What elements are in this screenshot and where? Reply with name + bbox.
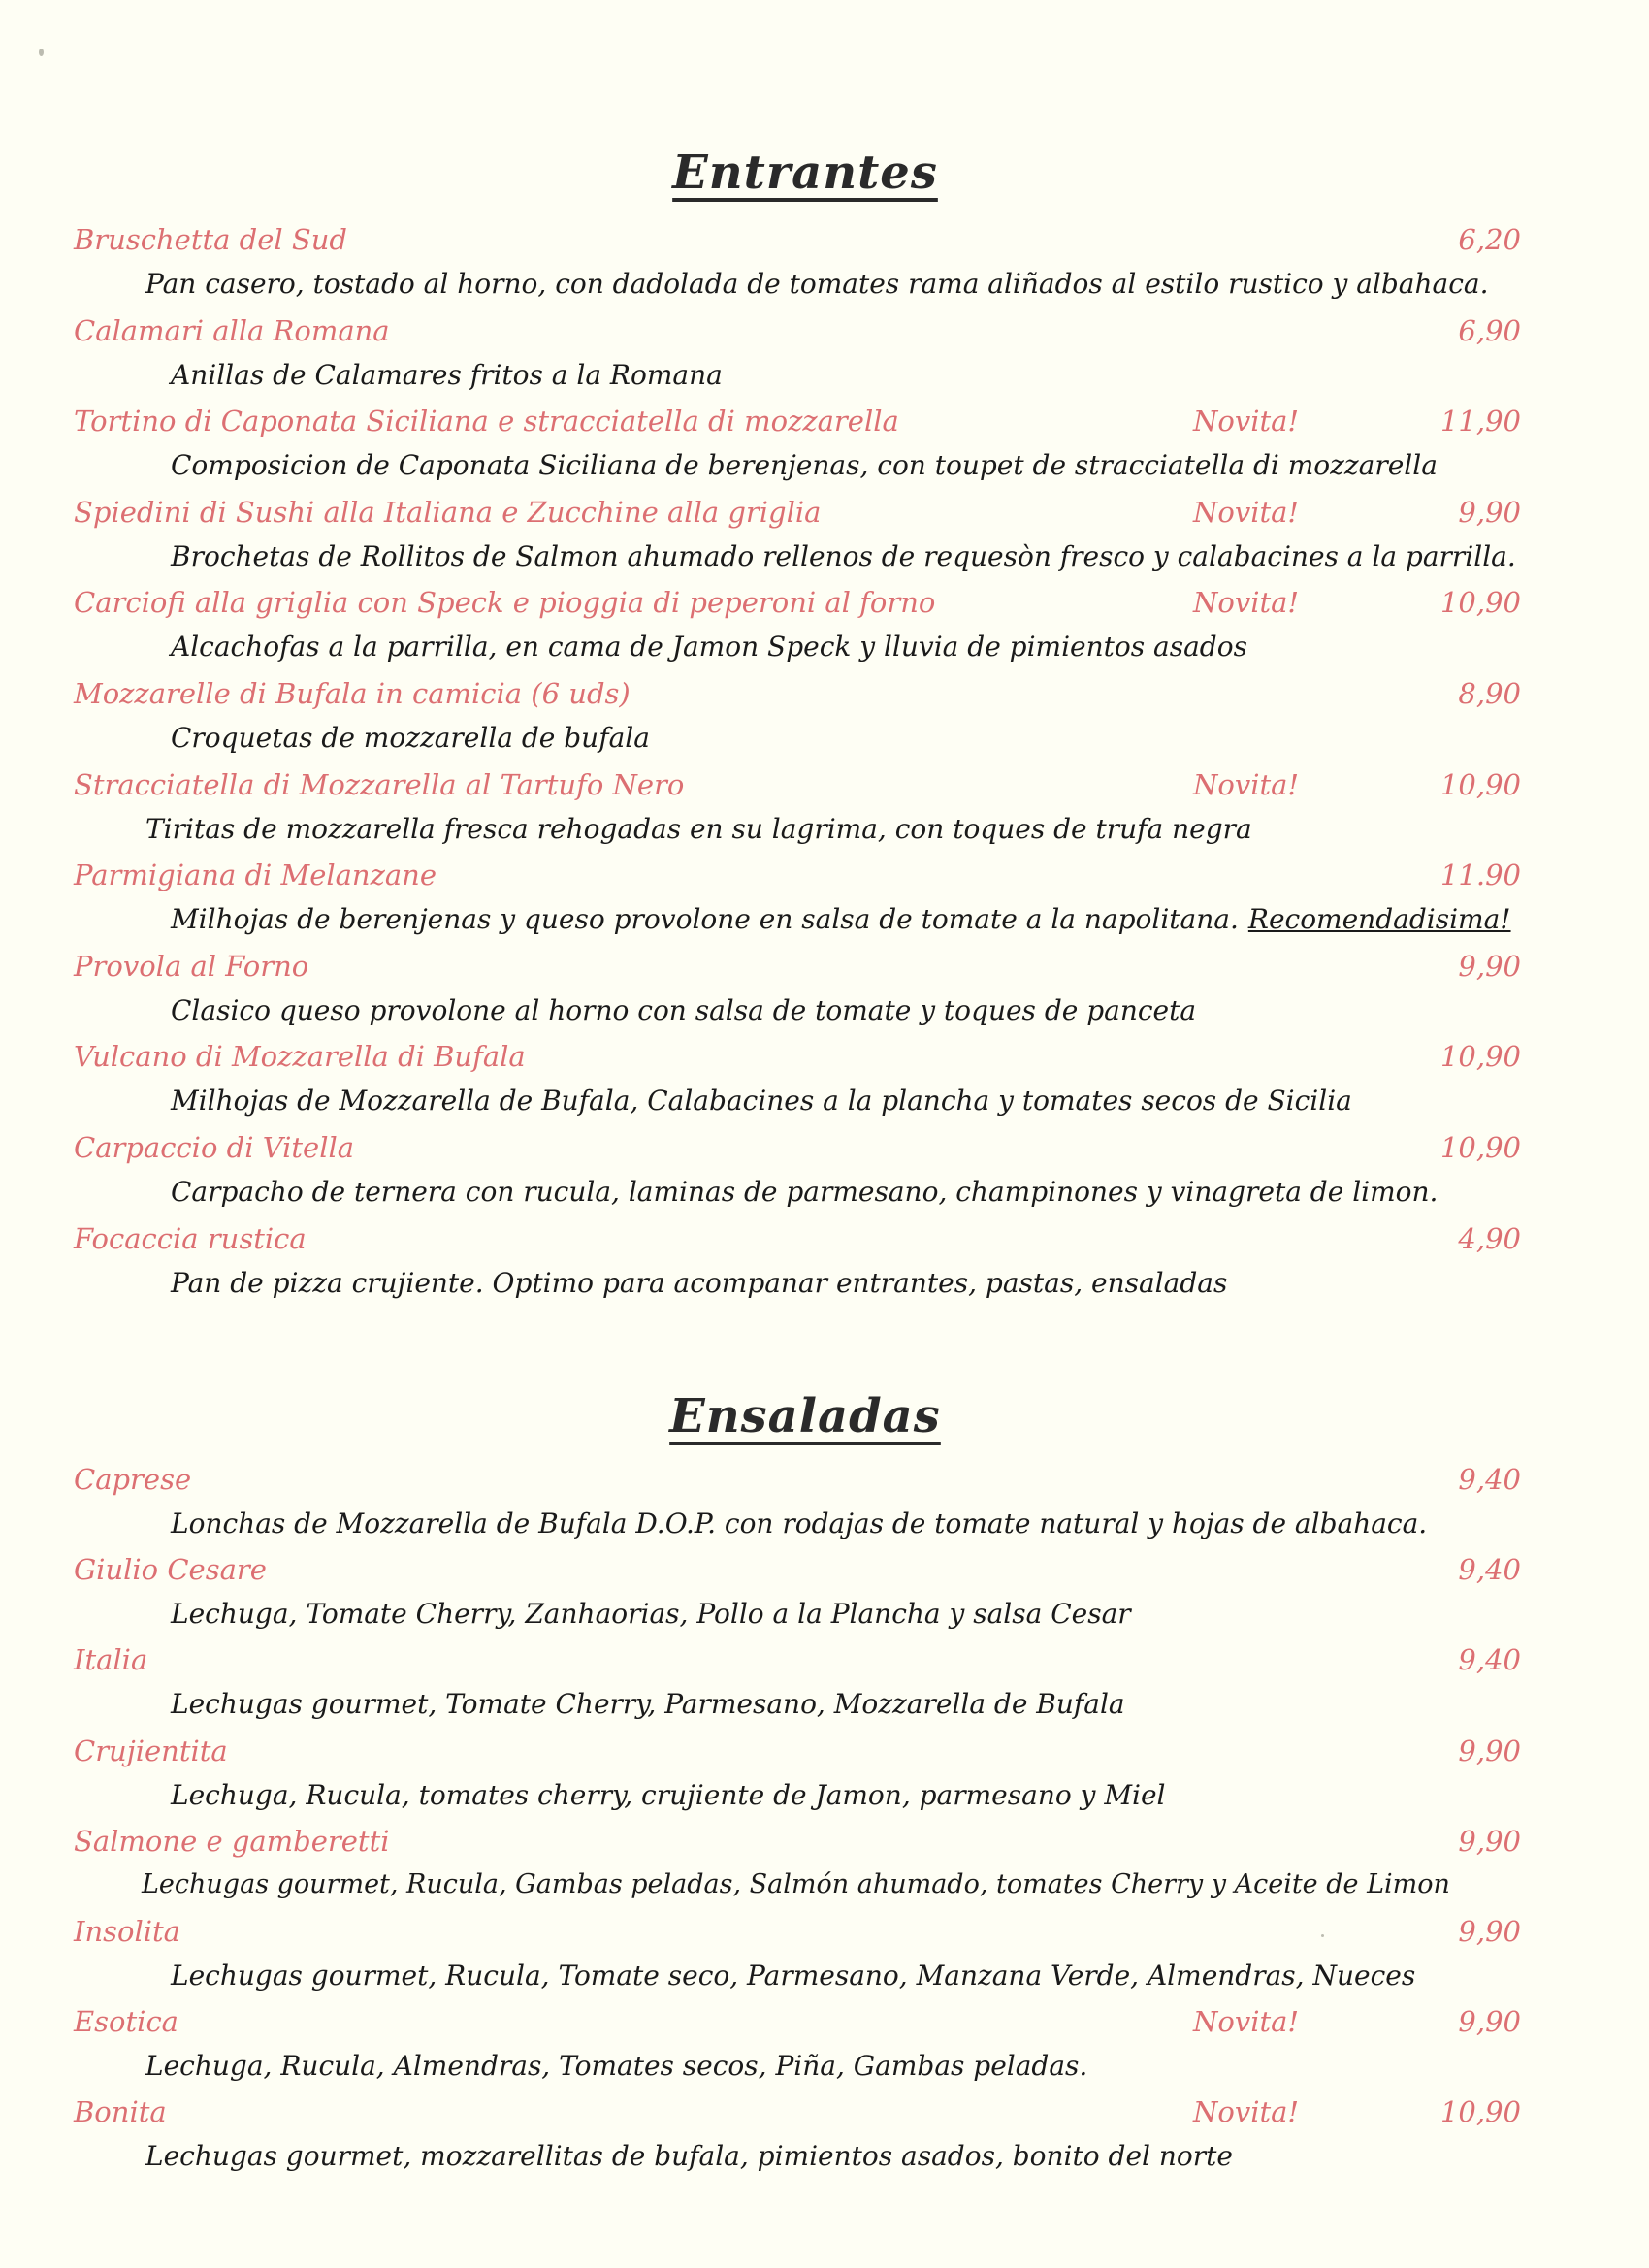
item-name: Provola al Forno — [74, 949, 309, 983]
item-description-text: Alcachofas a la parrilla, en cama de Jamon Speck y lluvia de pimientos asados — [171, 631, 1247, 664]
item-price: 9,90 — [1458, 1915, 1521, 1948]
item-description — [171, 994, 1196, 1026]
item-name: Esotica — [74, 2005, 178, 2039]
item-price: 4,90 — [1458, 1221, 1521, 1255]
menu-item — [0, 314, 1649, 404]
item-description — [171, 1598, 1131, 1630]
item-price: 11,90 — [1439, 405, 1521, 438]
menu-item — [0, 950, 1649, 1039]
item-description-text: Lechugas gourmet, Rucula, Gambas peladas, Salmón ahumado, tomates Cherry y Aceite de Limon — [142, 1868, 1450, 1899]
menu-item — [0, 223, 1649, 312]
item-description — [142, 1869, 1450, 1899]
item-name: Caprese — [74, 1463, 192, 1496]
item-description-text: Milhojas de Mozzarella de Bufala, Calabacines a la plancha y tomates secos de Sicilia — [171, 1085, 1352, 1118]
item-description-text: Lechugas gourmet, mozzarellitas de bufala, pimientos asados, bonito del norte — [146, 2140, 1233, 2173]
menu-item — [0, 1040, 1649, 1129]
item-description — [146, 2050, 1087, 2082]
item-name: Tortino di Caponata Siciliana e stracciatella di mozzarella — [74, 405, 899, 438]
item-description-text: Lechuga, Tomate Cherry, Zanhaorias, Pollo a la Plancha y salsa Cesar — [171, 1598, 1131, 1631]
item-name: Insolita — [74, 1915, 180, 1948]
item-description — [146, 268, 1489, 300]
novita-badge: Novita! — [1193, 586, 1300, 620]
item-description — [171, 1960, 1415, 1992]
item-price: 8,90 — [1458, 677, 1521, 710]
item-name: Salmone e gamberetti — [74, 1824, 390, 1858]
item-price: 9,90 — [1458, 1824, 1521, 1858]
item-name: Giulio Cesare — [74, 1553, 267, 1587]
item-price: 6,20 — [1458, 223, 1521, 256]
novita-badge: Novita! — [1193, 2005, 1300, 2039]
menu-item — [0, 1734, 1649, 1824]
section-title-entrantes: Entrantes — [672, 146, 938, 200]
item-description-text: Tiritas de mozzarella fresca rehogadas en su lagrima, con toques de trufa negra — [146, 812, 1252, 845]
item-description-text: Lechuga, Rucula, tomates cherry, crujiente de Jamon, parmesano y Miel — [171, 1778, 1166, 1811]
item-price: 6,90 — [1458, 313, 1521, 347]
menu-item — [0, 496, 1649, 585]
item-description — [146, 2140, 1233, 2172]
item-description-text: Brochetas de Rollitos de Salmon ahumado rellenos de requesòn fresco y calabacines a la parrilla. — [171, 539, 1516, 572]
item-name: Mozzarelle di Bufala in camicia (6 uds) — [74, 677, 630, 710]
item-description — [171, 1688, 1125, 1720]
item-name: Crujientita — [74, 1733, 228, 1767]
item-name: Focaccia rustica — [74, 1221, 307, 1255]
menu-item — [0, 405, 1649, 494]
item-price: 10,90 — [1439, 1131, 1521, 1164]
novita-badge: Novita! — [1193, 2095, 1300, 2129]
item-price: 9,40 — [1458, 1643, 1521, 1677]
item-description — [171, 1779, 1165, 1811]
item-price: 9,90 — [1458, 1733, 1521, 1767]
menu-item — [0, 1131, 1649, 1220]
item-name: Bruschetta del Sud — [74, 223, 347, 256]
item-description-text: Lonchas de Mozzarella de Bufala D.O.P. con rodajas de tomate natural y hojas de albahaca. — [171, 1507, 1428, 1539]
item-description-text: Carpacho de ternera con rucula, laminas de parmesano, champinones y vinagreta de limon. — [171, 1176, 1439, 1208]
menu-item — [0, 768, 1649, 858]
item-description — [171, 1507, 1427, 1539]
item-name: Italia — [74, 1643, 148, 1677]
menu-item — [0, 677, 1649, 766]
item-price: 9,90 — [1458, 2005, 1521, 2039]
item-description — [146, 813, 1252, 845]
item-description — [171, 449, 1438, 481]
item-description-text: Pan casero, tostado al horno, con dadolada de tomates rama aliñados al estilo rustico y albahaca. — [146, 268, 1489, 300]
scan-speck — [1321, 1934, 1324, 1937]
item-price: 10,90 — [1439, 586, 1521, 620]
item-description — [171, 903, 1511, 935]
item-price: 10,90 — [1439, 767, 1521, 801]
novita-badge: Novita! — [1193, 405, 1300, 438]
item-description-text: Clasico queso provolone al horno con salsa de tomate y toques de panceta — [171, 993, 1197, 1026]
item-price: 9,40 — [1458, 1553, 1521, 1587]
menu-item — [0, 1222, 1649, 1312]
item-description — [171, 359, 723, 391]
menu-item — [0, 1915, 1649, 2004]
menu-item — [0, 1553, 1649, 1642]
item-description-text: Lechuga, Rucula, Almendras, Tomates secos, Piña, Gambas peladas. — [146, 2050, 1088, 2083]
item-description — [171, 540, 1516, 572]
item-name: Carciofi alla griglia con Speck e pioggia di peperoni al forno — [74, 586, 936, 620]
scan-speck — [39, 49, 44, 56]
item-name: Stracciatella di Mozzarella al Tartufo Nero — [74, 767, 685, 801]
novita-badge: Novita! — [1193, 495, 1300, 529]
item-price: 10,90 — [1439, 1040, 1521, 1074]
item-name: Calamari alla Romana — [74, 313, 390, 347]
recommended-note: Recomendadisima! — [1247, 903, 1511, 936]
item-price: 9,90 — [1458, 949, 1521, 983]
item-description — [171, 631, 1247, 663]
item-description — [171, 1085, 1352, 1117]
menu-item — [0, 586, 1649, 675]
item-name: Spiedini di Sushi alla Italiana e Zucchine alla griglia — [74, 495, 822, 529]
item-name: Carpaccio di Vitella — [74, 1131, 355, 1164]
item-description-text: Lechugas gourmet, Rucula, Tomate seco, Parmesano, Manzana Verde, Almendras, Nueces — [171, 1960, 1416, 1992]
item-name: Parmigiana di Melanzane — [74, 859, 437, 892]
item-description-text: Lechugas gourmet, Tomate Cherry, Parmesano, Mozzarella de Bufala — [171, 1688, 1125, 1721]
item-price: 9,40 — [1458, 1463, 1521, 1496]
menu-item — [0, 2095, 1649, 2185]
menu-item — [0, 1463, 1649, 1552]
item-description — [171, 722, 650, 754]
item-name: Bonita — [74, 2095, 167, 2129]
item-description-text: Pan de pizza crujiente. Optimo para acompanar entrantes, pastas, ensaladas — [171, 1266, 1228, 1299]
item-name: Vulcano di Mozzarella di Bufala — [74, 1040, 526, 1074]
item-price: 10,90 — [1439, 2095, 1521, 2129]
item-description-text: Composicion de Caponata Siciliana de berenjenas, con toupet de stracciatella di mozzarella — [171, 449, 1438, 482]
item-description — [171, 1176, 1438, 1208]
item-description — [171, 1267, 1227, 1299]
item-description-text: Milhojas de berenjenas y queso provolone en salsa de tomate a la napolitana. — [171, 903, 1239, 936]
menu-item — [0, 1825, 1649, 1914]
item-price: 9,90 — [1458, 495, 1521, 529]
menu-item — [0, 2005, 1649, 2094]
menu-item — [0, 1643, 1649, 1733]
menu-item — [0, 859, 1649, 948]
section-title-ensaladas: Ensaladas — [669, 1389, 941, 1443]
novita-badge: Novita! — [1193, 767, 1300, 801]
item-price: 11.90 — [1439, 859, 1521, 892]
item-description-text: Croquetas de mozzarella de bufala — [171, 722, 650, 754]
item-description-text: Anillas de Calamares fritos a la Romana — [171, 358, 723, 391]
